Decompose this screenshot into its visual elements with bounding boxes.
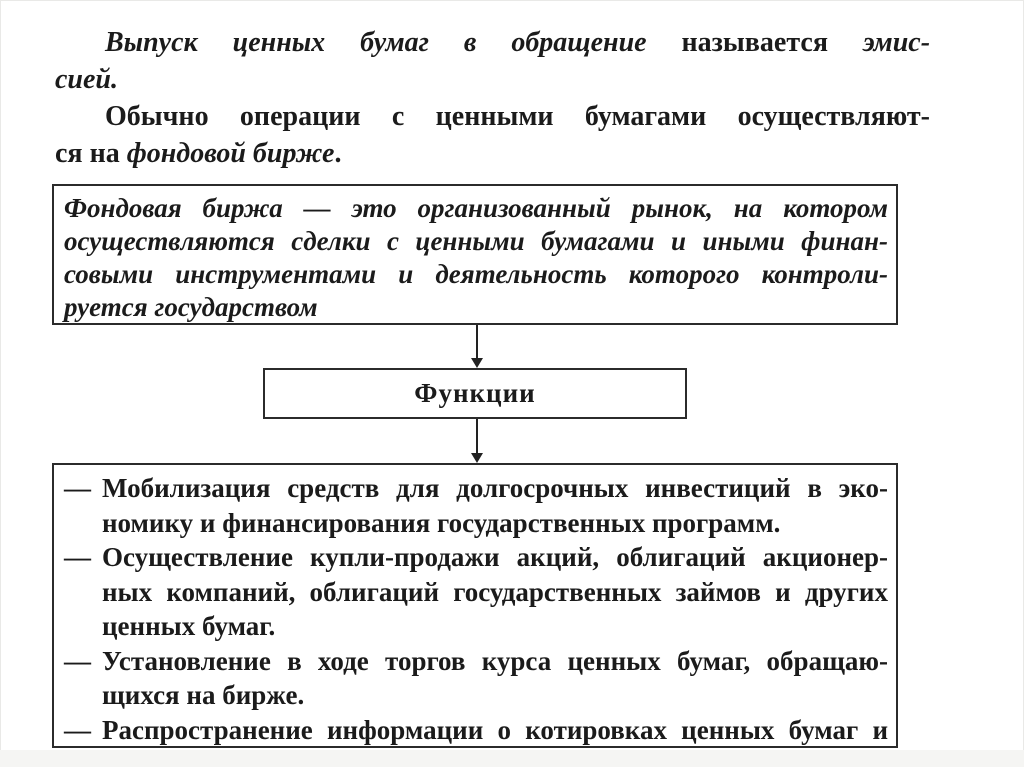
intro-paragraph-1-line-2 [55, 61, 930, 98]
arrow-down-icon [469, 325, 485, 368]
list-item-1-line-2: номику и финансирования государственных программ. [102, 507, 781, 538]
list-item-4-line-1: Распространение информации о котировках ценных бумаг и [102, 714, 888, 745]
term-emission-cont: сией. [55, 64, 118, 95]
functions-label: Функции [414, 378, 536, 408]
list-item-3-line-1: Установление в ходе торгов курса ценных бумаг, обращаю- [102, 645, 888, 676]
arrow-down-icon [469, 419, 485, 463]
intro-text [55, 24, 930, 172]
list-item [64, 644, 888, 713]
list-item-2-line-3: ценных бумаг. [102, 611, 276, 641]
definition-line-3: совыми инструментами и деятельность которого контроли- [64, 259, 888, 289]
list-item-3-line-2: щихся на бирже. [102, 680, 305, 710]
definition-line-2: осуществляются сделки с ценными бумагами и иными финан- [64, 226, 888, 256]
term-stock-exchange-heading: Фондовая биржа [64, 193, 283, 223]
dash-marker: — [64, 542, 91, 572]
definition-line-1: Фондовая биржа — это организованный рынок, на котором [64, 193, 889, 223]
dash-marker: — [64, 473, 91, 503]
intro-paragraph-2-line-1: Обычно операции с ценными бумагами осуществляют- [105, 101, 930, 132]
list-item [64, 540, 888, 644]
term-stock-exchange: фондовой бирже [126, 138, 335, 169]
definition-line-4: руется государством [64, 292, 318, 322]
term-emission: эмис- [862, 27, 931, 58]
functions-box [263, 368, 687, 419]
definition-box [52, 184, 898, 325]
intro-emphasis: Выпуск ценных бумаг в обращение [105, 27, 647, 58]
list-item-2-line-2: ных компаний, облигаций государственных займов и других [102, 576, 888, 607]
page-bottom-margin [0, 750, 1024, 767]
dash-marker: — [64, 714, 91, 745]
list-item-2-line-1: Осуществление купли-продажи акций, облигаций акционер- [102, 542, 888, 572]
functions-list-box [52, 463, 898, 748]
list-item [64, 471, 888, 540]
dash-marker: — [64, 645, 91, 676]
intro-paragraph-2-line-2: ся на фондовой бирже. [55, 138, 342, 169]
intro-paragraph-1-line-1: Выпуск ценных бумаг в обращение называется эмис- [105, 27, 931, 58]
list-item-1-line-1: Мобилизация средств для долгосрочных инвестиций в эко- [102, 473, 888, 503]
